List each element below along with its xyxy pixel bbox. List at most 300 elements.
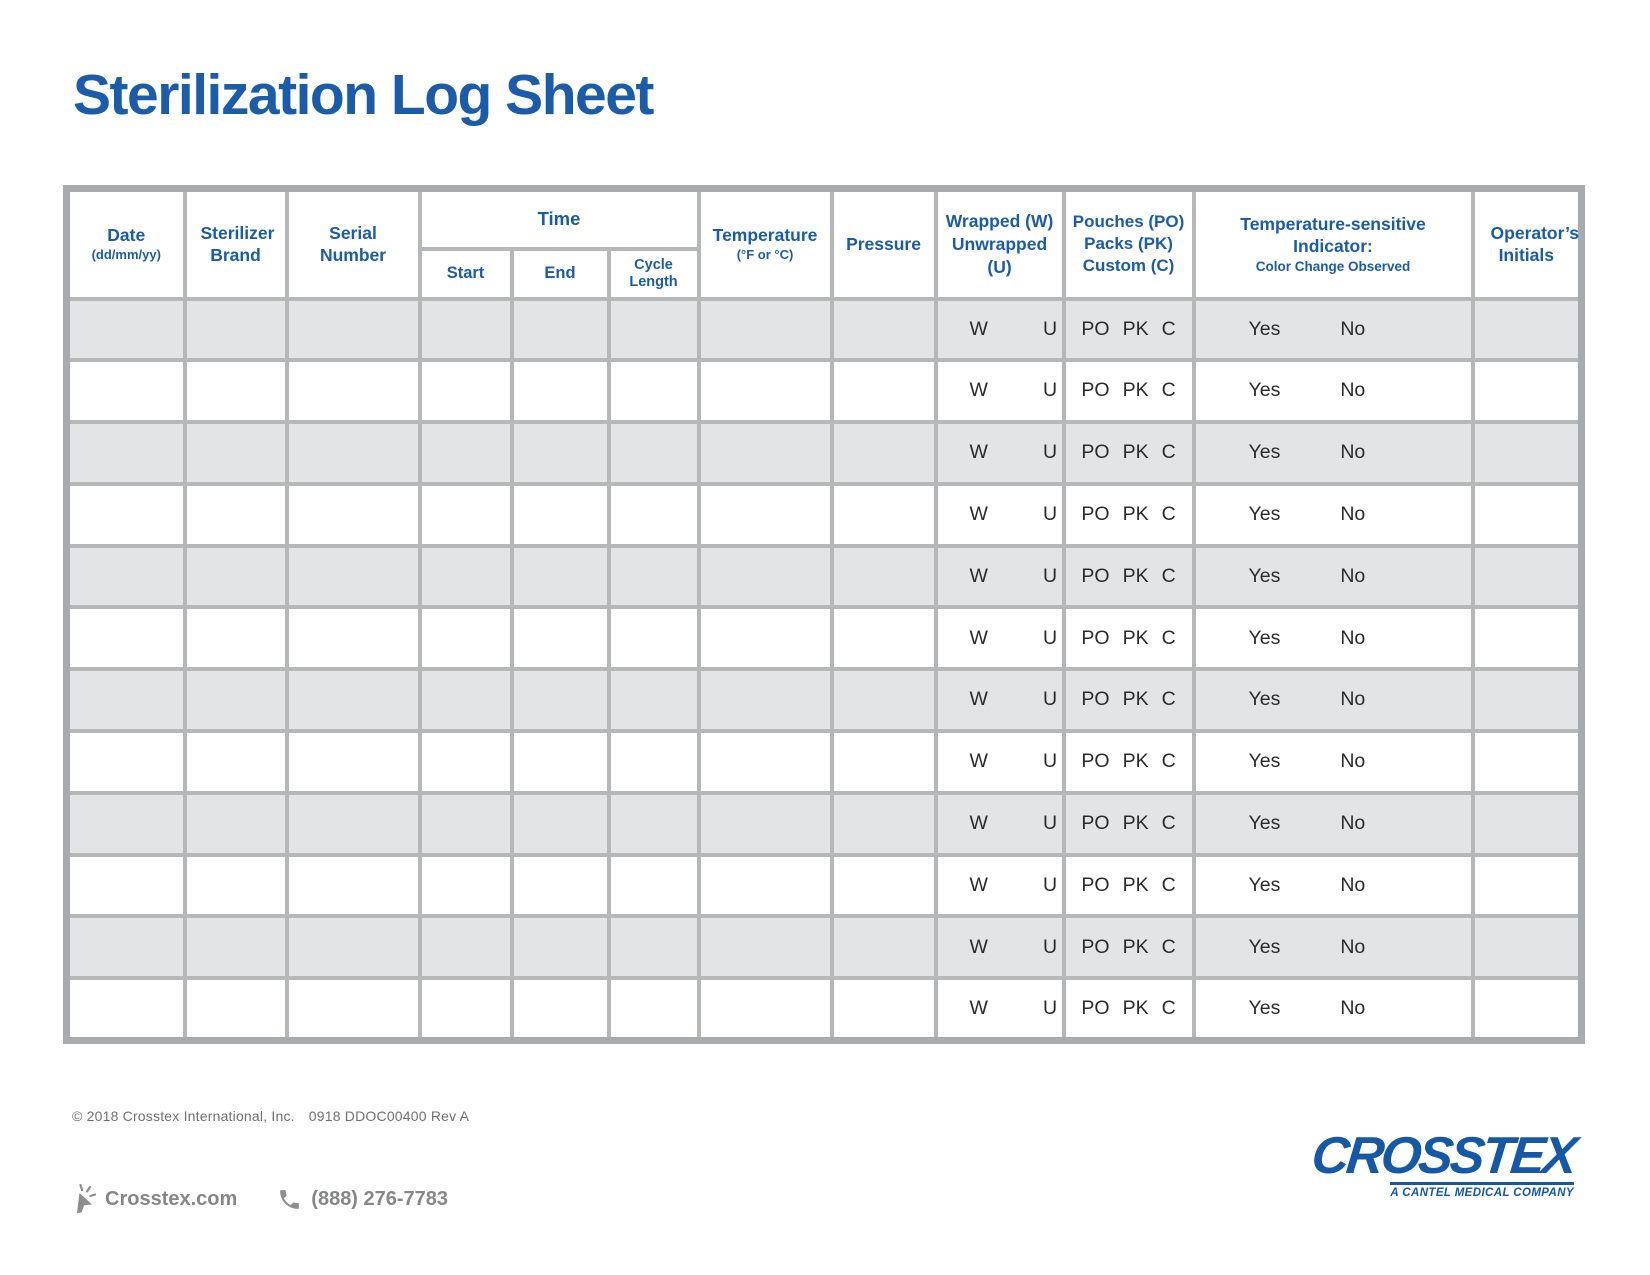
phone-number[interactable] xyxy=(277,1187,448,1212)
option-u[interactable]: U xyxy=(1042,812,1058,835)
cell-pouches-options-group xyxy=(1066,795,1192,853)
cell-sterilizer-brand-entry[interactable] xyxy=(185,299,287,361)
cell-sterilizer-brand-entry[interactable] xyxy=(185,360,287,422)
cell-indicator-options[interactable] xyxy=(1194,855,1473,917)
option-c[interactable]: C xyxy=(1161,503,1176,526)
cell-pouches-options-group xyxy=(1066,733,1192,791)
cell-cycle-length-entry[interactable] xyxy=(609,793,699,855)
cell-serial-number-entry[interactable] xyxy=(287,855,420,917)
option-po[interactable]: PO xyxy=(1081,935,1110,958)
cell-indicator-options-group xyxy=(1196,795,1471,853)
cell-pouches-options-group xyxy=(1066,301,1192,359)
option-pk[interactable]: PK xyxy=(1122,688,1149,711)
cell-indicator-options[interactable] xyxy=(1194,916,1473,978)
cell-cycle-length-entry[interactable] xyxy=(609,916,699,978)
table-row xyxy=(67,546,1582,608)
cell-time-end-entry[interactable] xyxy=(512,669,609,731)
option-pk[interactable]: PK xyxy=(1122,564,1149,587)
cell-date-entry[interactable] xyxy=(67,855,185,917)
cell-cycle-length-entry[interactable] xyxy=(609,978,699,1040)
option-pk[interactable]: PK xyxy=(1122,812,1149,835)
cell-wrapped-options-group xyxy=(938,857,1062,915)
option-u[interactable]: U xyxy=(1042,750,1058,773)
cell-pressure-entry[interactable] xyxy=(832,360,936,422)
cell-serial-number-entry[interactable] xyxy=(287,669,420,731)
option-c[interactable]: C xyxy=(1161,996,1176,1019)
cell-indicator-options-group xyxy=(1196,548,1471,606)
option-yes[interactable]: Yes xyxy=(1248,317,1281,340)
cell-indicator-options-group xyxy=(1196,609,1471,667)
cell-operator-initials-entry[interactable] xyxy=(1473,669,1582,731)
cell-pouches-options-group xyxy=(1066,671,1192,729)
cell-indicator-options-group xyxy=(1196,362,1471,420)
cell-operator-initials-entry[interactable] xyxy=(1473,546,1582,608)
cell-operator-initials-entry[interactable] xyxy=(1473,360,1582,422)
cell-date-entry[interactable] xyxy=(67,793,185,855)
cell-time-end-entry[interactable] xyxy=(512,731,609,793)
cell-pouches-options[interactable] xyxy=(1064,360,1194,422)
table-row xyxy=(67,855,1582,917)
option-u[interactable]: U xyxy=(1042,935,1058,958)
cell-time-start-entry[interactable] xyxy=(420,422,512,484)
option-yes[interactable]: Yes xyxy=(1248,626,1281,649)
cell-operator-initials-entry[interactable] xyxy=(1473,299,1582,361)
cell-cycle-length-entry[interactable] xyxy=(609,607,699,669)
cell-time-start-entry[interactable] xyxy=(420,299,512,361)
option-w[interactable]: W xyxy=(969,503,988,526)
crosstex-logo-tagline: A CANTEL MEDICAL COMPANY xyxy=(1390,1182,1574,1199)
cell-sterilizer-brand-entry[interactable] xyxy=(185,607,287,669)
cell-date-entry[interactable] xyxy=(67,360,185,422)
cell-sterilizer-brand-entry[interactable] xyxy=(185,916,287,978)
header-time-end: End xyxy=(512,249,609,299)
header-date-label: Date xyxy=(107,225,146,246)
cell-serial-number-entry[interactable] xyxy=(287,978,420,1040)
option-u[interactable]: U xyxy=(1042,626,1058,649)
cell-pressure-entry[interactable] xyxy=(832,299,936,361)
option-w[interactable]: W xyxy=(969,996,988,1019)
cell-indicator-options[interactable] xyxy=(1194,484,1473,546)
cell-time-end-entry[interactable] xyxy=(512,607,609,669)
option-pk[interactable]: PK xyxy=(1122,317,1149,340)
cell-time-end-entry[interactable] xyxy=(512,855,609,917)
cell-time-start-entry[interactable] xyxy=(420,731,512,793)
option-c[interactable]: C xyxy=(1161,688,1176,711)
option-po[interactable]: PO xyxy=(1081,996,1110,1019)
option-po[interactable]: PO xyxy=(1081,564,1110,587)
option-yes[interactable]: Yes xyxy=(1248,873,1281,896)
table-header xyxy=(67,189,1582,299)
option-yes[interactable]: Yes xyxy=(1248,935,1281,958)
cell-operator-initials-entry[interactable] xyxy=(1473,855,1582,917)
option-w[interactable]: W xyxy=(969,626,988,649)
cell-serial-number-entry[interactable] xyxy=(287,299,420,361)
cell-time-start-entry[interactable] xyxy=(420,916,512,978)
option-no[interactable]: No xyxy=(1340,564,1366,587)
cell-date-entry[interactable] xyxy=(67,546,185,608)
cell-time-end-entry[interactable] xyxy=(512,360,609,422)
crosstex-logo xyxy=(1308,1127,1578,1201)
cell-temperature-entry[interactable] xyxy=(699,855,832,917)
cell-indicator-options[interactable] xyxy=(1194,360,1473,422)
cell-sterilizer-brand-entry[interactable] xyxy=(185,484,287,546)
cell-time-end-entry[interactable] xyxy=(512,299,609,361)
cell-sterilizer-brand-entry[interactable] xyxy=(185,793,287,855)
option-c[interactable]: C xyxy=(1161,873,1176,896)
header-sterilizer-brand: Sterilizer Brand xyxy=(185,189,287,299)
option-w[interactable]: W xyxy=(969,750,988,773)
cell-cycle-length-entry[interactable] xyxy=(609,484,699,546)
option-pk[interactable]: PK xyxy=(1122,626,1149,649)
option-no[interactable]: No xyxy=(1340,503,1366,526)
sterilization-log-table xyxy=(63,185,1585,1044)
option-c[interactable]: C xyxy=(1161,750,1176,773)
cell-pouches-options[interactable] xyxy=(1064,299,1194,361)
cell-date-entry[interactable] xyxy=(67,731,185,793)
option-po[interactable]: PO xyxy=(1081,441,1110,464)
cell-wrapped-options[interactable] xyxy=(936,793,1064,855)
cell-sterilizer-brand-entry[interactable] xyxy=(185,669,287,731)
option-w[interactable]: W xyxy=(969,317,988,340)
option-pk[interactable]: PK xyxy=(1122,750,1149,773)
option-w[interactable]: W xyxy=(969,812,988,835)
cell-sterilizer-brand-entry[interactable] xyxy=(185,731,287,793)
option-po[interactable]: PO xyxy=(1081,873,1110,896)
cell-time-start-entry[interactable] xyxy=(420,978,512,1040)
table-row xyxy=(67,793,1582,855)
option-yes[interactable]: Yes xyxy=(1248,812,1281,835)
option-po[interactable]: PO xyxy=(1081,503,1110,526)
cell-indicator-options[interactable] xyxy=(1194,299,1473,361)
cell-serial-number-entry[interactable] xyxy=(287,360,420,422)
option-pk[interactable]: PK xyxy=(1122,379,1149,402)
cell-pouches-options-group xyxy=(1066,609,1192,667)
cell-pressure-entry[interactable] xyxy=(832,978,936,1040)
cell-temperature-entry[interactable] xyxy=(699,299,832,361)
cell-wrapped-options[interactable] xyxy=(936,978,1064,1040)
option-w[interactable]: W xyxy=(969,873,988,896)
cell-date-entry[interactable] xyxy=(67,299,185,361)
cell-temperature-entry[interactable] xyxy=(699,607,832,669)
option-pk[interactable]: PK xyxy=(1122,441,1149,464)
option-yes[interactable]: Yes xyxy=(1248,750,1281,773)
cell-time-start-entry[interactable] xyxy=(420,484,512,546)
cell-temperature-entry[interactable] xyxy=(699,484,832,546)
cell-pouches-options[interactable] xyxy=(1064,484,1194,546)
option-u[interactable]: U xyxy=(1042,564,1058,587)
option-no[interactable]: No xyxy=(1340,996,1366,1019)
cell-date-entry[interactable] xyxy=(67,669,185,731)
cell-serial-number-entry[interactable] xyxy=(287,731,420,793)
cell-serial-number-entry[interactable] xyxy=(287,916,420,978)
cell-date-entry[interactable] xyxy=(67,607,185,669)
cell-operator-initials-entry[interactable] xyxy=(1473,731,1582,793)
option-pk[interactable]: PK xyxy=(1122,996,1149,1019)
option-no[interactable]: No xyxy=(1340,317,1366,340)
option-w[interactable]: W xyxy=(969,379,988,402)
cell-wrapped-options[interactable] xyxy=(936,299,1064,361)
cell-pouches-options[interactable] xyxy=(1064,546,1194,608)
header-temp-sensitive-indicator: Temperature-sensitive Indicator: Color Change Observed xyxy=(1194,189,1473,299)
cell-indicator-options[interactable] xyxy=(1194,607,1473,669)
cell-indicator-options-group xyxy=(1196,486,1471,544)
cell-indicator-options-group xyxy=(1196,301,1471,359)
option-no[interactable]: No xyxy=(1340,441,1366,464)
option-w[interactable]: W xyxy=(969,441,988,464)
option-c[interactable]: C xyxy=(1161,564,1176,587)
header-pouches: Pouches (PO) Packs (PK) Custom (C) xyxy=(1064,189,1194,299)
cell-pressure-entry[interactable] xyxy=(832,916,936,978)
header-time-group: Time xyxy=(420,189,699,249)
cell-time-end-entry[interactable] xyxy=(512,422,609,484)
header-serial-number: Serial Number xyxy=(287,189,420,299)
option-w[interactable]: W xyxy=(969,564,988,587)
copyright-line xyxy=(72,1108,469,1124)
cell-wrapped-options[interactable] xyxy=(936,669,1064,731)
cell-wrapped-options-group xyxy=(938,918,1062,976)
option-yes[interactable]: Yes xyxy=(1248,564,1281,587)
header-date xyxy=(67,189,185,299)
cell-wrapped-options-group xyxy=(938,362,1062,420)
cell-wrapped-options[interactable] xyxy=(936,484,1064,546)
option-no[interactable]: No xyxy=(1340,873,1366,896)
option-no[interactable]: No xyxy=(1340,812,1366,835)
option-c[interactable]: C xyxy=(1161,626,1176,649)
option-u[interactable]: U xyxy=(1042,317,1058,340)
cell-wrapped-options-group xyxy=(938,548,1062,606)
header-operator-initials: Operator’s Initials xyxy=(1473,189,1582,299)
cell-pouches-options[interactable] xyxy=(1064,916,1194,978)
option-yes[interactable]: Yes xyxy=(1248,441,1281,464)
option-u[interactable]: U xyxy=(1042,441,1058,464)
document-code: 0918 DDOC00400 Rev A xyxy=(308,1108,470,1124)
cell-wrapped-options[interactable] xyxy=(936,855,1064,917)
website-link[interactable] xyxy=(70,1184,237,1214)
cell-pressure-entry[interactable] xyxy=(832,607,936,669)
option-po[interactable]: PO xyxy=(1081,626,1110,649)
cell-operator-initials-entry[interactable] xyxy=(1473,978,1582,1040)
option-no[interactable]: No xyxy=(1340,626,1366,649)
option-yes[interactable]: Yes xyxy=(1248,996,1281,1019)
option-u[interactable]: U xyxy=(1042,503,1058,526)
cell-cycle-length-entry[interactable] xyxy=(609,546,699,608)
option-c[interactable]: C xyxy=(1161,379,1176,402)
option-u[interactable]: U xyxy=(1042,688,1058,711)
option-c[interactable]: C xyxy=(1161,317,1176,340)
table-row xyxy=(67,299,1582,361)
cell-pouches-options-group xyxy=(1066,362,1192,420)
cell-operator-initials-entry[interactable] xyxy=(1473,916,1582,978)
cell-pouches-options[interactable] xyxy=(1064,669,1194,731)
cell-temperature-entry[interactable] xyxy=(699,978,832,1040)
cell-indicator-options[interactable] xyxy=(1194,793,1473,855)
header-cycle-length: Cycle Length xyxy=(609,249,699,299)
option-no[interactable]: No xyxy=(1340,750,1366,773)
option-c[interactable]: C xyxy=(1161,441,1176,464)
cell-indicator-options[interactable] xyxy=(1194,669,1473,731)
cell-time-start-entry[interactable] xyxy=(420,855,512,917)
phone-icon xyxy=(277,1187,302,1212)
cell-pressure-entry[interactable] xyxy=(832,422,936,484)
cell-pouches-options[interactable] xyxy=(1064,422,1194,484)
cell-serial-number-entry[interactable] xyxy=(287,422,420,484)
cell-serial-number-entry[interactable] xyxy=(287,546,420,608)
cell-wrapped-options-group xyxy=(938,486,1062,544)
cell-temperature-entry[interactable] xyxy=(699,731,832,793)
cell-wrapped-options-group xyxy=(938,301,1062,359)
cell-indicator-options[interactable] xyxy=(1194,731,1473,793)
cell-time-start-entry[interactable] xyxy=(420,607,512,669)
contact-bar xyxy=(70,1184,448,1214)
cell-pouches-options[interactable] xyxy=(1064,978,1194,1040)
cell-pouches-options[interactable] xyxy=(1064,607,1194,669)
cell-cycle-length-entry[interactable] xyxy=(609,855,699,917)
cell-indicator-options[interactable] xyxy=(1194,978,1473,1040)
cell-wrapped-options[interactable] xyxy=(936,546,1064,608)
option-c[interactable]: C xyxy=(1161,935,1176,958)
option-no[interactable]: No xyxy=(1340,935,1366,958)
cell-wrapped-options[interactable] xyxy=(936,422,1064,484)
cell-cycle-length-entry[interactable] xyxy=(609,731,699,793)
header-date-sub: (dd/mm/yy) xyxy=(91,247,161,263)
cell-temperature-entry[interactable] xyxy=(699,422,832,484)
cell-time-end-entry[interactable] xyxy=(512,916,609,978)
cell-wrapped-options-group xyxy=(938,671,1062,729)
cell-temperature-entry[interactable] xyxy=(699,916,832,978)
cell-wrapped-options[interactable] xyxy=(936,607,1064,669)
cell-pressure-entry[interactable] xyxy=(832,669,936,731)
cell-cycle-length-entry[interactable] xyxy=(609,360,699,422)
copyright-text: © 2018 Crosstex International, Inc. xyxy=(72,1108,295,1124)
cell-date-entry[interactable] xyxy=(67,916,185,978)
cell-wrapped-options-group xyxy=(938,733,1062,791)
option-po[interactable]: PO xyxy=(1081,812,1110,835)
option-w[interactable]: W xyxy=(969,935,988,958)
cell-time-start-entry[interactable] xyxy=(420,669,512,731)
cell-time-end-entry[interactable] xyxy=(512,978,609,1040)
cell-wrapped-options-group xyxy=(938,424,1062,482)
header-pressure: Pressure xyxy=(832,189,936,299)
cell-sterilizer-brand-entry[interactable] xyxy=(185,978,287,1040)
option-yes[interactable]: Yes xyxy=(1248,379,1281,402)
cell-temperature-entry[interactable] xyxy=(699,360,832,422)
option-u[interactable]: U xyxy=(1042,996,1058,1019)
header-wrapped: Wrapped (W) Unwrapped (U) xyxy=(936,189,1064,299)
cell-cycle-length-entry[interactable] xyxy=(609,299,699,361)
cell-wrapped-options[interactable] xyxy=(936,360,1064,422)
cell-sterilizer-brand-entry[interactable] xyxy=(185,855,287,917)
cell-wrapped-options[interactable] xyxy=(936,916,1064,978)
cell-wrapped-options-group xyxy=(938,795,1062,853)
cell-time-end-entry[interactable] xyxy=(512,484,609,546)
cell-wrapped-options-group xyxy=(938,609,1062,667)
cell-operator-initials-entry[interactable] xyxy=(1473,422,1582,484)
cell-sterilizer-brand-entry[interactable] xyxy=(185,546,287,608)
cell-time-start-entry[interactable] xyxy=(420,360,512,422)
cell-wrapped-options[interactable] xyxy=(936,731,1064,793)
phone-label: (888) 276-7783 xyxy=(311,1187,449,1210)
cell-serial-number-entry[interactable] xyxy=(287,607,420,669)
cell-date-entry[interactable] xyxy=(67,484,185,546)
log-table-body xyxy=(67,299,1582,1041)
cell-pouches-options[interactable] xyxy=(1064,793,1194,855)
option-yes[interactable]: Yes xyxy=(1248,688,1281,711)
cell-time-start-entry[interactable] xyxy=(420,793,512,855)
cell-pouches-options-group xyxy=(1066,424,1192,482)
cell-cycle-length-entry[interactable] xyxy=(609,669,699,731)
cell-indicator-options-group xyxy=(1196,424,1471,482)
header-time-start: Start xyxy=(420,249,512,299)
cell-time-start-entry[interactable] xyxy=(420,546,512,608)
option-u[interactable]: U xyxy=(1042,873,1058,896)
cell-time-end-entry[interactable] xyxy=(512,793,609,855)
cell-operator-initials-entry[interactable] xyxy=(1473,607,1582,669)
option-u[interactable]: U xyxy=(1042,379,1058,402)
cell-serial-number-entry[interactable] xyxy=(287,793,420,855)
cell-serial-number-entry[interactable] xyxy=(287,484,420,546)
table-row xyxy=(67,916,1582,978)
cell-date-entry[interactable] xyxy=(67,422,185,484)
option-pk[interactable]: PK xyxy=(1122,503,1149,526)
table-row xyxy=(67,422,1582,484)
option-po[interactable]: PO xyxy=(1081,317,1110,340)
cell-pressure-entry[interactable] xyxy=(832,731,936,793)
cell-pouches-options-group xyxy=(1066,486,1192,544)
cell-operator-initials-entry[interactable] xyxy=(1473,793,1582,855)
option-c[interactable]: C xyxy=(1161,812,1176,835)
cell-pouches-options[interactable] xyxy=(1064,731,1194,793)
option-pk[interactable]: PK xyxy=(1122,935,1149,958)
cell-pouches-options-group xyxy=(1066,857,1192,915)
option-po[interactable]: PO xyxy=(1081,750,1110,773)
option-no[interactable]: No xyxy=(1340,379,1366,402)
table-row xyxy=(67,360,1582,422)
cell-sterilizer-brand-entry[interactable] xyxy=(185,422,287,484)
cell-cycle-length-entry[interactable] xyxy=(609,422,699,484)
website-label: Crosstex.com xyxy=(105,1187,238,1210)
cell-pressure-entry[interactable] xyxy=(832,793,936,855)
cell-pressure-entry[interactable] xyxy=(832,546,936,608)
table-row xyxy=(67,978,1582,1040)
cell-operator-initials-entry[interactable] xyxy=(1473,484,1582,546)
option-po[interactable]: PO xyxy=(1081,379,1110,402)
cell-indicator-options[interactable] xyxy=(1194,422,1473,484)
option-pk[interactable]: PK xyxy=(1122,873,1149,896)
option-no[interactable]: No xyxy=(1340,688,1366,711)
page-title: Sterilization Log Sheet xyxy=(73,63,653,127)
cell-temperature-entry[interactable] xyxy=(699,669,832,731)
crosstex-logo-text: CROSSTEX xyxy=(1308,1127,1578,1185)
table-row xyxy=(67,731,1582,793)
cell-temperature-entry[interactable] xyxy=(699,793,832,855)
cell-time-end-entry[interactable] xyxy=(512,546,609,608)
table-row xyxy=(67,669,1582,731)
table-row xyxy=(67,607,1582,669)
cell-indicator-options-group xyxy=(1196,980,1471,1036)
cell-pressure-entry[interactable] xyxy=(832,484,936,546)
cell-pouches-options[interactable] xyxy=(1064,855,1194,917)
cell-pressure-entry[interactable] xyxy=(832,855,936,917)
option-w[interactable]: W xyxy=(969,688,988,711)
cell-wrapped-options-group xyxy=(938,980,1062,1036)
cell-indicator-options[interactable] xyxy=(1194,546,1473,608)
option-po[interactable]: PO xyxy=(1081,688,1110,711)
cell-indicator-options-group xyxy=(1196,733,1471,791)
header-temperature: Temperature (°F or °C) xyxy=(699,189,832,299)
option-yes[interactable]: Yes xyxy=(1248,503,1281,526)
cell-date-entry[interactable] xyxy=(67,978,185,1040)
cell-temperature-entry[interactable] xyxy=(699,546,832,608)
